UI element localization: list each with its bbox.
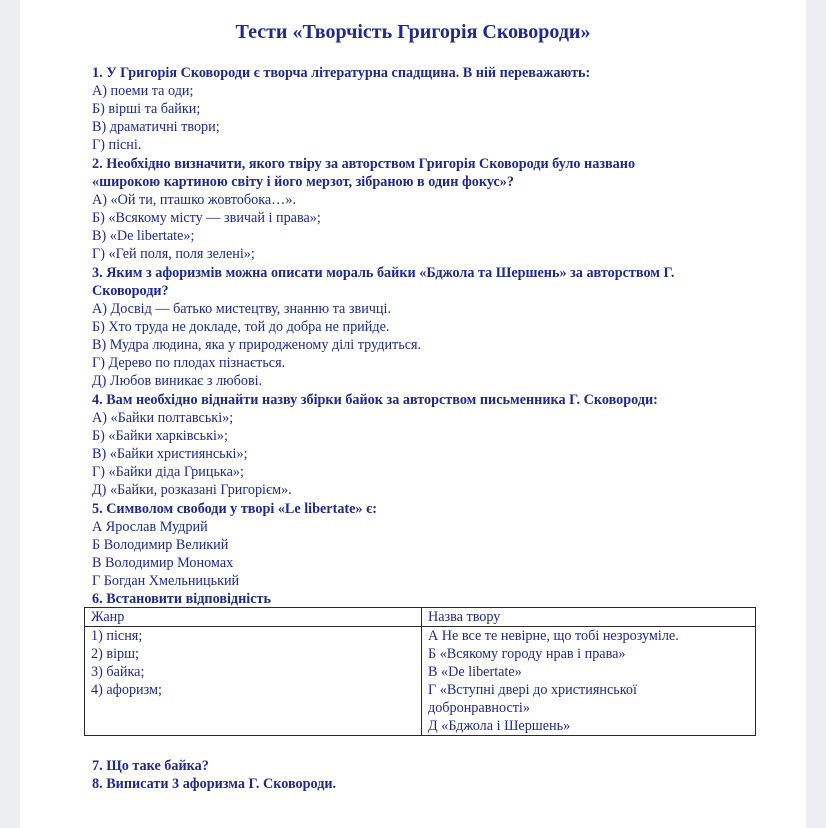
q5-option-c: В Володимир Мономах: [92, 555, 234, 571]
work-item: Б «Всякому городу нрав і права»: [428, 646, 626, 662]
q5-option-d: Г Богдан Хмельницький: [92, 573, 240, 589]
header-work-title: Назва твору: [422, 608, 756, 627]
q5-option-b: Б Володимир Великий: [92, 537, 229, 553]
q4-option-c: В) «Байки християнські»;: [92, 446, 248, 462]
genre-item: 4) афоризм;: [91, 682, 162, 698]
q2-option-b: Б) «Всякому місту — звичай і права»;: [92, 210, 321, 226]
table-header-row: [85, 608, 756, 627]
q4-option-b: Б) «Байки харківські»;: [92, 428, 228, 444]
q1-option-a: А) поеми та оди;: [92, 83, 194, 99]
q5-option-a: А Ярослав Мудрий: [92, 519, 208, 535]
genre-cell: [85, 627, 422, 736]
genre-item: 2) вірш;: [91, 646, 139, 662]
question-2-line1: 2. Необхідно визначити, якого твіру за авторством Григорія Сковороди було названо: [92, 156, 636, 172]
q4-option-d: Г) «Байки діда Грицька»;: [92, 464, 244, 480]
q2-option-a: А) «Ой ти, пташко жовтобока…».: [92, 192, 296, 208]
q3-option-b: Б) Хто труда не докладе, той до добра не прийде.: [92, 319, 390, 335]
genre-item: 1) пісня;: [91, 628, 143, 644]
question-6: 6. Встановити відповідність: [92, 591, 271, 607]
q2-option-c: В) «De libertate»;: [92, 228, 195, 244]
q1-option-b: Б) вірші та байки;: [92, 101, 201, 117]
work-title-cell: [422, 627, 756, 736]
q4-option-a: А) «Байки полтавські»;: [92, 410, 234, 426]
work-item: Д «Бджола і Шершень»: [428, 718, 571, 734]
question-3-line1: 3. Яким з афоризмів можна описати мораль байки «Бджола та Шершень» за авторством Г.: [92, 265, 675, 281]
work-item: Г «Вступні двері до християнської: [428, 682, 637, 698]
work-item: добронравності»: [428, 700, 530, 716]
question-4: 4. Вам необхідно віднайти назву збірки байок за авторством письменника Г. Сковороди:: [92, 392, 658, 408]
genre-item: 3) байка;: [91, 664, 145, 680]
q1-option-d: Г) пісні.: [92, 137, 142, 153]
page-title: Тести «Творчість Григорія Сковороди»: [235, 21, 591, 43]
question-1: 1. У Григорія Сковороди є творча літературна спадщина. В ній переважають:: [92, 65, 591, 81]
q4-option-e: Д) «Байки, розказані Григорієм».: [92, 482, 292, 498]
question-8: 8. Виписати 3 афоризма Г. Сковороди.: [92, 776, 337, 792]
question-2-line2: «широкою картиною світу і його мерзот, зібраною в один фокус»?: [92, 174, 514, 190]
header-genre: Жанр: [85, 608, 422, 627]
work-item: А Не все те невірне, що тобі незрозуміле.: [428, 628, 679, 644]
q3-option-d: Г) Дерево по плодах пізнається.: [92, 355, 286, 371]
question-5: 5. Символом свободи у творі «Le libertate» є:: [92, 501, 377, 517]
question-7: 7. Що таке байка?: [92, 758, 209, 774]
q3-option-a: А) Досвід — батько мистецтву, знанню та звичці.: [92, 301, 392, 317]
table-row: [85, 627, 756, 736]
q3-option-e: Д) Любов виникає з любові.: [92, 373, 263, 389]
work-item: В «De libertate»: [428, 664, 522, 680]
q2-option-d: Г) «Гей поля, поля зелені»;: [92, 246, 255, 262]
matching-table: [84, 607, 756, 736]
question-3-line2: Сковороди?: [92, 283, 169, 299]
q3-option-c: В) Мудра людина, яка у природженому ділі трудиться.: [92, 337, 422, 353]
q1-option-c: В) драматичні твори;: [92, 119, 220, 135]
